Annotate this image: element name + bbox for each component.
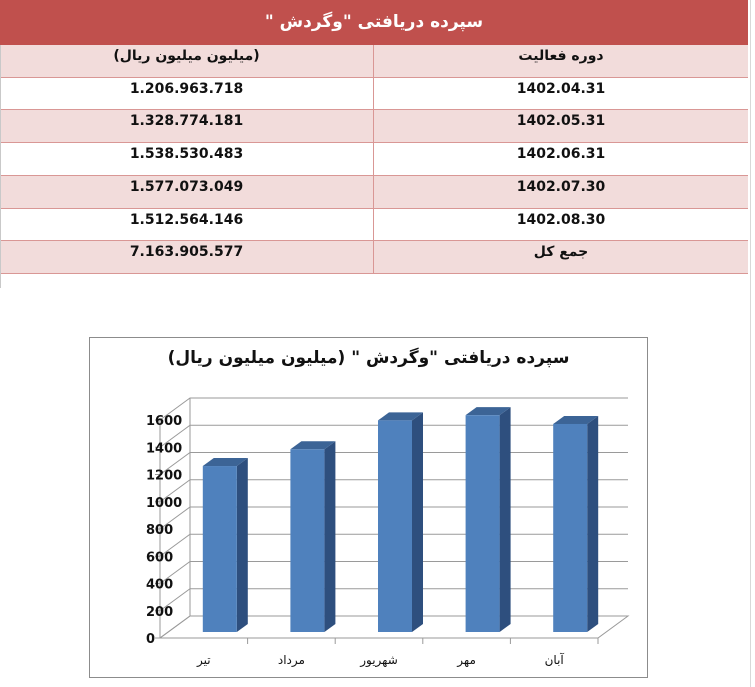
header-date: دوره فعالیت — [373, 45, 748, 77]
y-tick-label: 800 — [146, 523, 174, 538]
chart-x-labels — [196, 652, 564, 668]
row-date: 1402.05.31 — [373, 110, 748, 142]
bar-side — [237, 458, 248, 632]
bar — [203, 466, 237, 632]
x-tick-label: آبان — [544, 653, 564, 667]
bar — [378, 420, 412, 632]
total-value: 7.163.905.577 — [129, 244, 244, 260]
row-date: 1402.06.31 — [373, 143, 748, 175]
table-title: سپرده دریافتی "وگردش " — [0, 0, 748, 45]
x-tick-label: مهر — [457, 653, 476, 667]
y-tick-label: 1200 — [146, 468, 183, 484]
y-tick-label: 1000 — [146, 495, 183, 511]
total-label: جمع کل — [373, 241, 748, 273]
bar — [466, 415, 500, 632]
y-tick-label: 600 — [146, 550, 174, 566]
row-value: 1.328.774.181 — [129, 113, 244, 129]
row-value: 1.206.963.718 — [129, 81, 244, 97]
x-tick-label: شهریور — [360, 653, 398, 667]
header-value: (میلیون میلیون ریال) — [113, 48, 260, 64]
row-value: 1.577.073.049 — [129, 179, 244, 195]
row-value: 1.512.564.146 — [129, 212, 244, 228]
bar-side — [324, 441, 335, 632]
y-tick-label: 0 — [146, 632, 156, 647]
y-tick-label: 200 — [146, 604, 174, 620]
row-date: 1402.04.31 — [373, 78, 748, 109]
x-tick-label: تیر — [197, 653, 211, 667]
chart-y-ticks — [146, 414, 182, 647]
row-value: 1.538.530.483 — [129, 146, 244, 162]
chart-title: سپرده دریافتی "وگردش " (میلیون میلیون ریال) — [167, 348, 570, 368]
bar-side — [587, 416, 598, 632]
bar-side — [412, 412, 423, 632]
x-tick-label: مرداد — [277, 653, 305, 667]
chart-bars — [203, 407, 598, 632]
y-tick-label: 1600 — [146, 414, 183, 429]
row-date: 1402.08.30 — [373, 209, 748, 240]
row-date: 1402.07.30 — [373, 176, 748, 208]
bar-side — [500, 407, 511, 632]
y-tick-label: 400 — [146, 577, 174, 593]
y-tick-label: 1400 — [146, 441, 183, 457]
bar — [553, 424, 587, 632]
bar — [290, 449, 324, 632]
